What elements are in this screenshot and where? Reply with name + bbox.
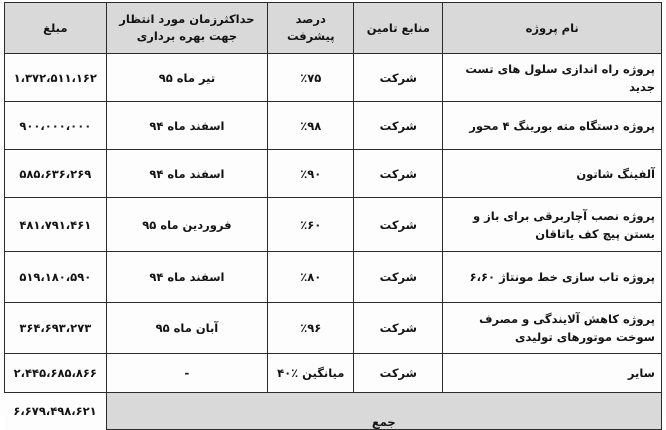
progress-cell: ٪۹۶ bbox=[268, 303, 354, 354]
table-row bbox=[5, 54, 662, 102]
progress-cell: ٪۷۵ bbox=[268, 54, 354, 102]
table-row bbox=[5, 198, 662, 252]
deadline-cell: فروردین ماه ۹۵ bbox=[106, 198, 268, 252]
table-row bbox=[5, 354, 662, 393]
deadline-cell: آبان ماه ۹۵ bbox=[106, 303, 268, 354]
header-amount: مبلغ bbox=[5, 3, 107, 54]
funding-source-cell: شرکت bbox=[354, 354, 443, 393]
project-name-cell: پروژه تاب سازی خط مونتاژ ۶،۶۰ bbox=[443, 252, 662, 303]
progress-cell: ٪۹۸ bbox=[268, 102, 354, 150]
total-row bbox=[5, 393, 662, 430]
funding-source-cell: شرکت bbox=[354, 252, 443, 303]
header-deadline: حداکثرزمان مورد انتظار جهت بهره برداری bbox=[106, 3, 268, 54]
deadline-cell: اسفند ماه ۹۴ bbox=[106, 102, 268, 150]
amount-cell: ۵۱۹،۱۸۰،۵۹۰ bbox=[5, 252, 107, 303]
deadline-cell: اسفند ماه ۹۴ bbox=[106, 150, 268, 198]
funding-source-cell: شرکت bbox=[354, 303, 443, 354]
deadline-cell: تیر ماه ۹۵ bbox=[106, 54, 268, 102]
funding-source-cell: شرکت bbox=[354, 198, 443, 252]
progress-cell: ٪۹۰ bbox=[268, 150, 354, 198]
amount-cell: ۹۰۰،۰۰۰،۰۰۰ bbox=[5, 102, 107, 150]
funding-source-cell: شرکت bbox=[354, 54, 443, 102]
table-header-row bbox=[5, 3, 662, 54]
header-funding-source: منابع تامین bbox=[354, 3, 443, 54]
table-row bbox=[5, 102, 662, 150]
amount-cell: ۲،۴۴۵،۶۸۵،۸۶۶ bbox=[5, 354, 107, 393]
header-progress: درصد پیشرفت bbox=[268, 3, 354, 54]
amount-cell: ۴۸۱،۷۹۱،۴۶۱ bbox=[5, 198, 107, 252]
progress-cell: ٪۶۰ bbox=[268, 198, 354, 252]
project-name-cell: آلفینگ شاتون bbox=[443, 150, 662, 198]
table-row bbox=[5, 303, 662, 354]
deadline-cell: اسفند ماه ۹۴ bbox=[106, 252, 268, 303]
amount-cell: ۵۸۵،۶۳۶،۲۶۹ bbox=[5, 150, 107, 198]
projects-table bbox=[4, 2, 662, 430]
amount-cell: ۳۶۴،۶۹۳،۲۷۳ bbox=[5, 303, 107, 354]
deadline-cell: - bbox=[106, 354, 268, 393]
table-row bbox=[5, 150, 662, 198]
project-name-cell: پروژه کاهش آلایندگی و مصرف سوخت موتورهای تولیدی bbox=[443, 303, 662, 354]
funding-source-cell: شرکت bbox=[354, 102, 443, 150]
project-name-cell: پروژه نصب آچاربرقی برای باز و بستن پیچ کف یاتاقان bbox=[443, 198, 662, 252]
header-project-name: نام پروژه bbox=[443, 3, 662, 54]
progress-cell: میانگین ٪۴۰ bbox=[268, 354, 354, 393]
project-name-cell: سایر bbox=[443, 354, 662, 393]
table-row bbox=[5, 252, 662, 303]
funding-source-cell: شرکت bbox=[354, 150, 443, 198]
project-name-cell: پروژه راه اندازی سلول های تست جدید bbox=[443, 54, 662, 102]
total-amount: ۶،۶۷۹،۴۹۸،۶۲۱ bbox=[5, 393, 107, 430]
progress-cell: ٪۸۰ bbox=[268, 252, 354, 303]
project-name-cell: پروژه دستگاه مته بورینگ ۴ محور bbox=[443, 102, 662, 150]
total-label: جمع bbox=[106, 393, 661, 430]
amount-cell: ۱،۳۷۲،۵۱۱،۱۶۲ bbox=[5, 54, 107, 102]
